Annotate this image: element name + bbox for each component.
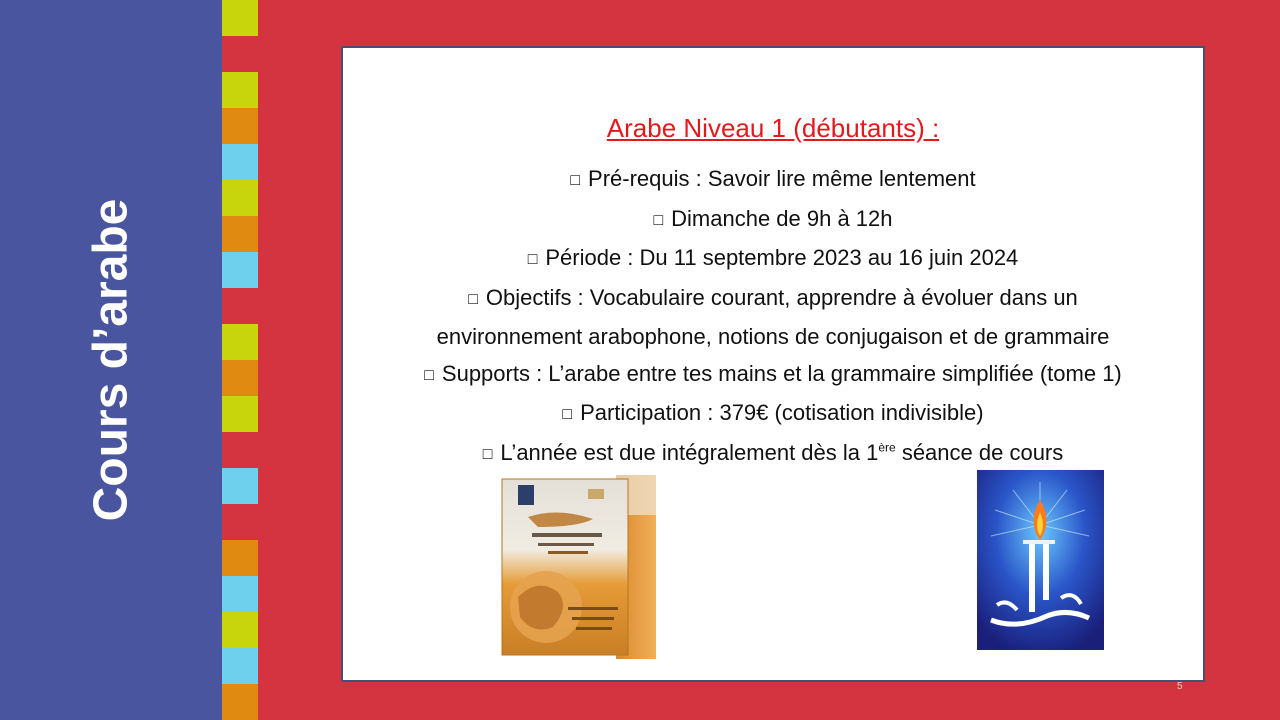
course-details [343, 161, 1203, 474]
item-supports: □ Supports : L’arabe entre tes mains et la grammaire simplifiée (tome 1) [424, 360, 1122, 386]
calligraphy-poster-image [977, 470, 1104, 650]
item-prerequisites: □ Pré-requis : Savoir lire même lentement [570, 166, 976, 191]
item-objectives: □ Objectifs : Vocabulaire courant, apprendre à évoluer dans un [468, 284, 1078, 310]
content-card [341, 46, 1205, 682]
checkbox-icon: □ [424, 366, 434, 384]
item-objectives-continued: environnement arabophone, notions de conjugaison et de grammaire [436, 324, 1110, 349]
course-heading: Arabe Niveau 1 (débutants) : [606, 113, 940, 143]
checkbox-icon: □ [570, 172, 581, 189]
sidebar-title: Cours d’arabe [84, 198, 138, 522]
checkbox-icon: □ [562, 406, 573, 423]
item-payment: □ L’année est due intégralement dès la 1ère séance de cours [482, 439, 1064, 465]
item-period: □ Période : Du 11 septembre 2023 au 16 juin 2024 [527, 245, 1019, 270]
checkbox-icon: □ [653, 211, 664, 229]
item-participation: □ Participation : 379€ (cotisation indivisible) [562, 400, 984, 425]
item-schedule: □ Dimanche de 9h à 12h [653, 205, 893, 231]
checkbox-icon: □ [527, 251, 538, 268]
color-stripe [222, 0, 258, 720]
page-number: 5 [1177, 681, 1183, 692]
checkbox-icon: □ [468, 290, 478, 308]
textbook-cover-image [498, 467, 658, 659]
checkbox-icon: □ [482, 445, 493, 463]
